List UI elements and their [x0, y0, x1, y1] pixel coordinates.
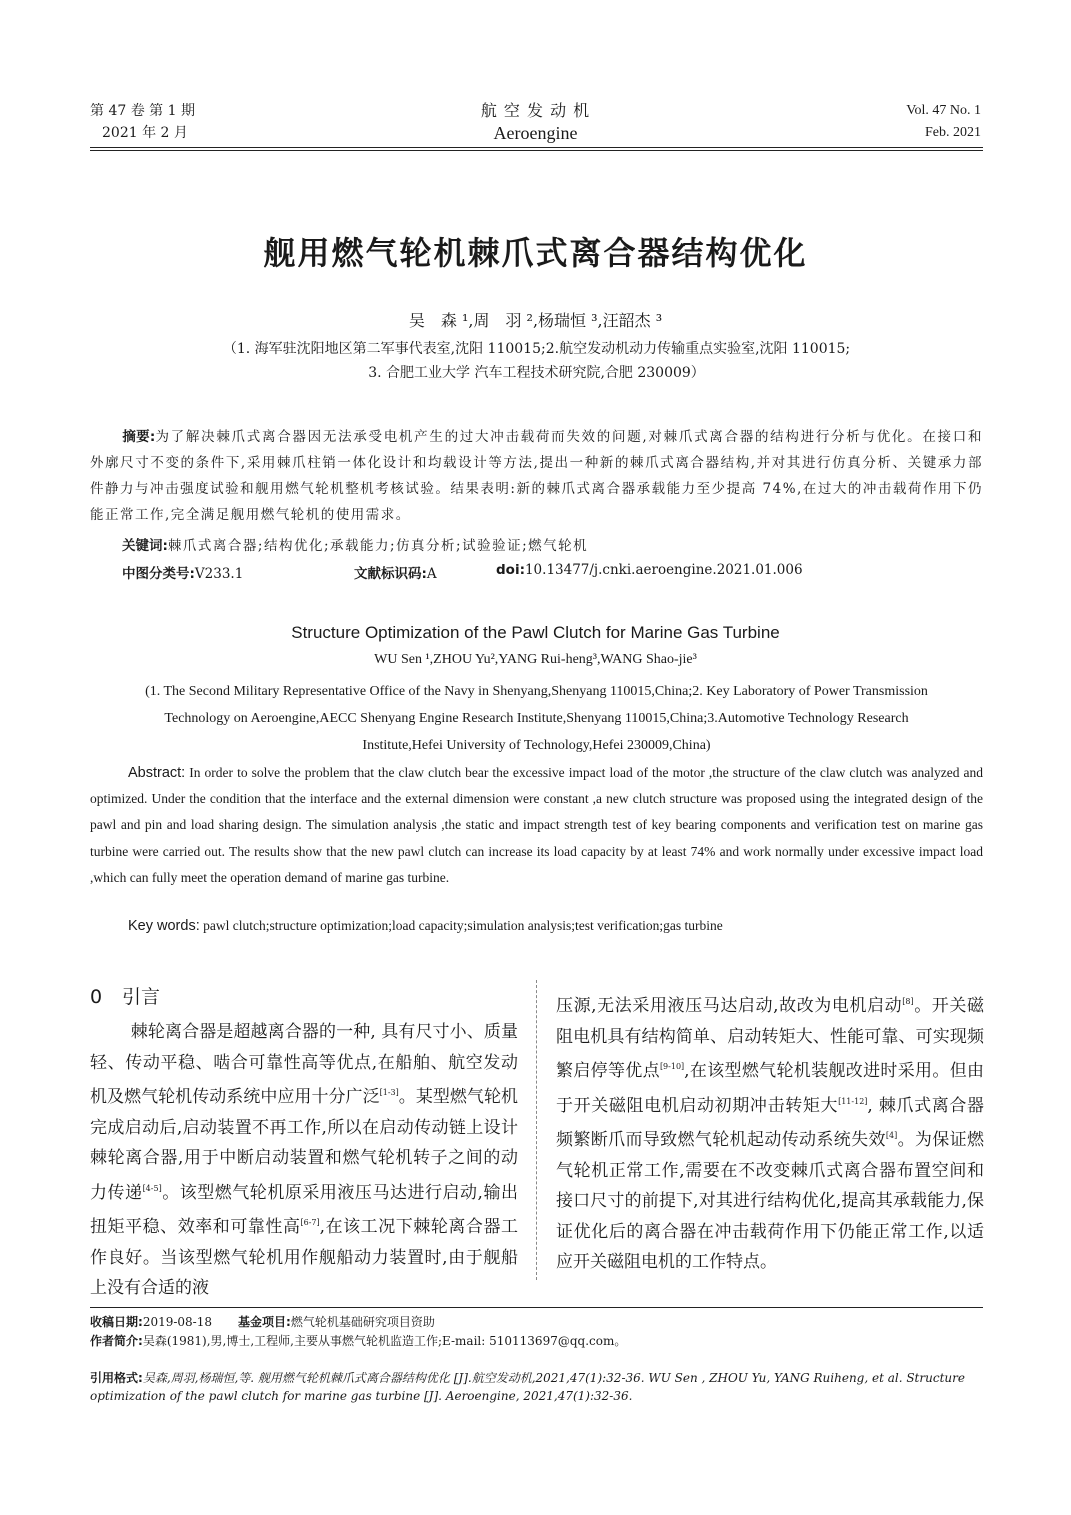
keywords-cn-text: 棘爪式离合器;结构优化;承载能力;仿真分析;试验验证;燃气轮机 [167, 538, 589, 554]
body-text: 压源,无法采用液压马达启动,故改为电机启动 [556, 996, 903, 1016]
author-bio-label: 作者简介: [90, 1334, 143, 1348]
section-heading [90, 982, 160, 1009]
volume-cn: 第 47 卷 第 1 期 [90, 103, 195, 119]
fund-value: 燃气轮机基础研究项目资助 [290, 1315, 435, 1329]
paragraph [90, 1017, 518, 1304]
affiliations-cn [90, 337, 983, 385]
journal-name-en: Aeroengine [493, 123, 578, 143]
keywords-en-text: pawl clutch;structure optimization;load capacity;simulation analysis;test verification;gas turbine [203, 918, 723, 933]
body-column-right [556, 987, 984, 1278]
footer-citation [90, 1369, 983, 1405]
journal-name-cn: 航 空 发 动 机 [480, 101, 591, 120]
header-rule [90, 147, 983, 151]
footer-received-fund [90, 1313, 983, 1331]
received-label: 收稿日期: [90, 1315, 143, 1329]
doi-value: 10.13477/j.cnki.aeroengine.2021.01.006 [524, 562, 803, 578]
doc-code-label: 文献标识码: [354, 566, 427, 582]
authors-cn: 吴 森 ¹,周 羽 ²,杨瑞恒 ³,汪韶杰 ³ [408, 311, 663, 330]
abstract-en-text: In order to solve the problem that the claw clutch bear the excessive impact load of the motor ,the structure of the claw clutch was analyzed and optimized. Under the condition that the interface and the external dimension were constant ,a new clutch structure was proposed using the integrated design of the pawl and pin and load sharing design. The simulation analysis ,the static and impact strength test of key bearing components and verification test on marine gas turbine were carried out. The results show that the new pawl clutch can increase its load capacity by at least 74% and work normally under excessive impact load ,which can fully meet the operation demand of marine gas turbine. [90, 765, 983, 885]
citation-ref: [1-3] [379, 1088, 399, 1097]
date-cn: 2021 年 2 月 [102, 125, 188, 141]
citation-ref: [11-12] [838, 1096, 868, 1106]
body-text: 。该型燃气轮机原采用液压马达进行启动,输出扭矩平稳、效率和可靠性高 [90, 1182, 519, 1237]
body-text: 。某型燃气轮机完成启动后,启动装置不再工作,所以在启动传动链上设计棘轮离合器,用于中断启动装置和燃气轮机转子之间的动力传递 [90, 1087, 519, 1203]
authors-en: WU Sen ¹,ZHOU Yu²,YANG Rui-heng³,WANG Shao-jie³ [374, 652, 697, 667]
clc-value: V233.1 [194, 566, 244, 582]
doc-code-value: A [426, 566, 437, 582]
affiliation-cn-line: （1. 海军驻沈阳地区第二军事代表室,沈阳 110015;2.航空发动机动力传输重点实验室,沈阳 110015; [222, 341, 851, 357]
abstract-cn [90, 424, 983, 528]
body-text: 棘轮离合器是超越离合器的一种, 具有尺寸小、质量轻、传动平稳、啮合可靠性高等优点,在船舶、航空发动机及燃气轮机传动系统中应用十分广泛 [90, 1022, 518, 1107]
keywords-en-label: Key words: [128, 918, 200, 934]
doi-label: doi: [496, 562, 525, 578]
body-column-left [90, 1017, 518, 1304]
received-value: 2019-08-18 [142, 1315, 212, 1329]
affiliations-en [90, 678, 983, 759]
author-bio-value: 吴森(1981),男,博士,工程师,主要从事燃气轮机监造工作;E-mail: 510113697@qq.com。 [142, 1334, 627, 1348]
section-number: 0 [90, 986, 103, 1008]
column-divider [536, 980, 537, 1280]
keywords-cn [122, 534, 588, 554]
abstract-cn-text: 为了解决棘爪式离合器因无法承受电机产生的过大冲击载荷而失效的问题,对棘爪式离合器的结构进行分析与优化。在接口和外廓尺寸不变的条件下,采用棘爪柱销一体化设计和均载设计等方法,提出一种新的棘爪式离合器结构,并对其进行仿真分析、关键承力部件静力与冲击强度试验和舰用燃气轮机整机考核试验。结果表明:新的棘爪式离合器承载能力至少提高 74%,在过大的冲击载荷作用下仍能正常工作,完全满足舰用燃气轮机的使用需求。 [90, 429, 983, 523]
abstract-en [90, 760, 983, 891]
body-text: 。开关磁阻电机具有结构简单、启动转矩大、性能可靠、可实现频繁启停等优点 [556, 996, 984, 1081]
fund-label: 基金项目: [238, 1315, 291, 1329]
keywords-en [128, 918, 723, 934]
body-text: ,在该型燃气轮机装舰改进时采用。但由于开关磁阻电机启动初期冲击转矩大 [556, 1061, 985, 1116]
footer-rule [90, 1307, 983, 1308]
keywords-cn-label: 关键词: [122, 538, 168, 554]
affiliation-en-line: (1. The Second Military Representative Office of the Navy in Shenyang,Shenyang 110015,China;2. Key Laboratory of Power Transmission [145, 684, 928, 699]
footer-author-bio [90, 1332, 983, 1350]
body-text: ,在该工况下棘轮离合器工作良好。当该型燃气轮机用作舰船动力装置时,由于舰船上没有合适的液 [90, 1217, 519, 1298]
abstract-en-label: Abstract: [128, 765, 186, 781]
citation-label: 引用格式: [90, 1371, 143, 1385]
affiliation-en-line: Institute,Hefei University of Technology,Hefei 230009,China) [362, 738, 711, 753]
citation-ref: [9-10] [659, 1062, 685, 1071]
abstract-cn-label: 摘要: [122, 429, 156, 445]
citation-ref: [6-7] [300, 1218, 320, 1227]
citation-value: 吴森,周羽,杨瑞恒,等. 舰用燃气轮机棘爪式离合器结构优化 [J].航空发动机,2021,47(1):32-36. WU Sen , ZHOU Yu, YANG Ruiheng, et al. Structure optimization of the pawl clutch for marine gas turbine [J]. Aeroengine, 2021,47(1):32-36. [90, 1371, 965, 1403]
date-en: Feb. 2021 [925, 125, 981, 140]
paper-title-cn: 舰用燃气轮机棘爪式离合器结构优化 [263, 234, 808, 272]
section-title: 引言 [122, 986, 161, 1008]
volume-en: Vol. 47 No. 1 [906, 103, 981, 118]
body-text: 。为保证燃气轮机正常工作,需要在不改变棘爪式离合器布置空间和接口尺寸的前提下,对其进行结构优化,提高其承载能力,保证优化后的离合器在冲击载荷作用下仍能正常工作,以适应开关磁阻电机的工作特点。 [556, 1130, 985, 1272]
body-text: , 棘爪式离合器频繁断爪而导致燃气轮机起动传动系统失效 [556, 1095, 984, 1150]
citation-ref: [8] [902, 997, 914, 1006]
citation-ref: [4-5] [142, 1183, 162, 1193]
citation-ref: [4] [885, 1131, 898, 1140]
paper-title-en: Structure Optimization of the Pawl Clutch for Marine Gas Turbine [291, 623, 780, 642]
clc-label: 中图分类号: [122, 566, 195, 582]
affiliation-en-line: Technology on Aeroengine,AECC Shenyang Engine Research Institute,Shenyang 110015,China;3.Automotive Technology Research [164, 711, 909, 726]
affiliation-cn-line: 3. 合肥工业大学 汽车工程技术研究院,合肥 230009） [368, 365, 705, 381]
paragraph [556, 987, 984, 1278]
header-volume-en [906, 100, 981, 144]
